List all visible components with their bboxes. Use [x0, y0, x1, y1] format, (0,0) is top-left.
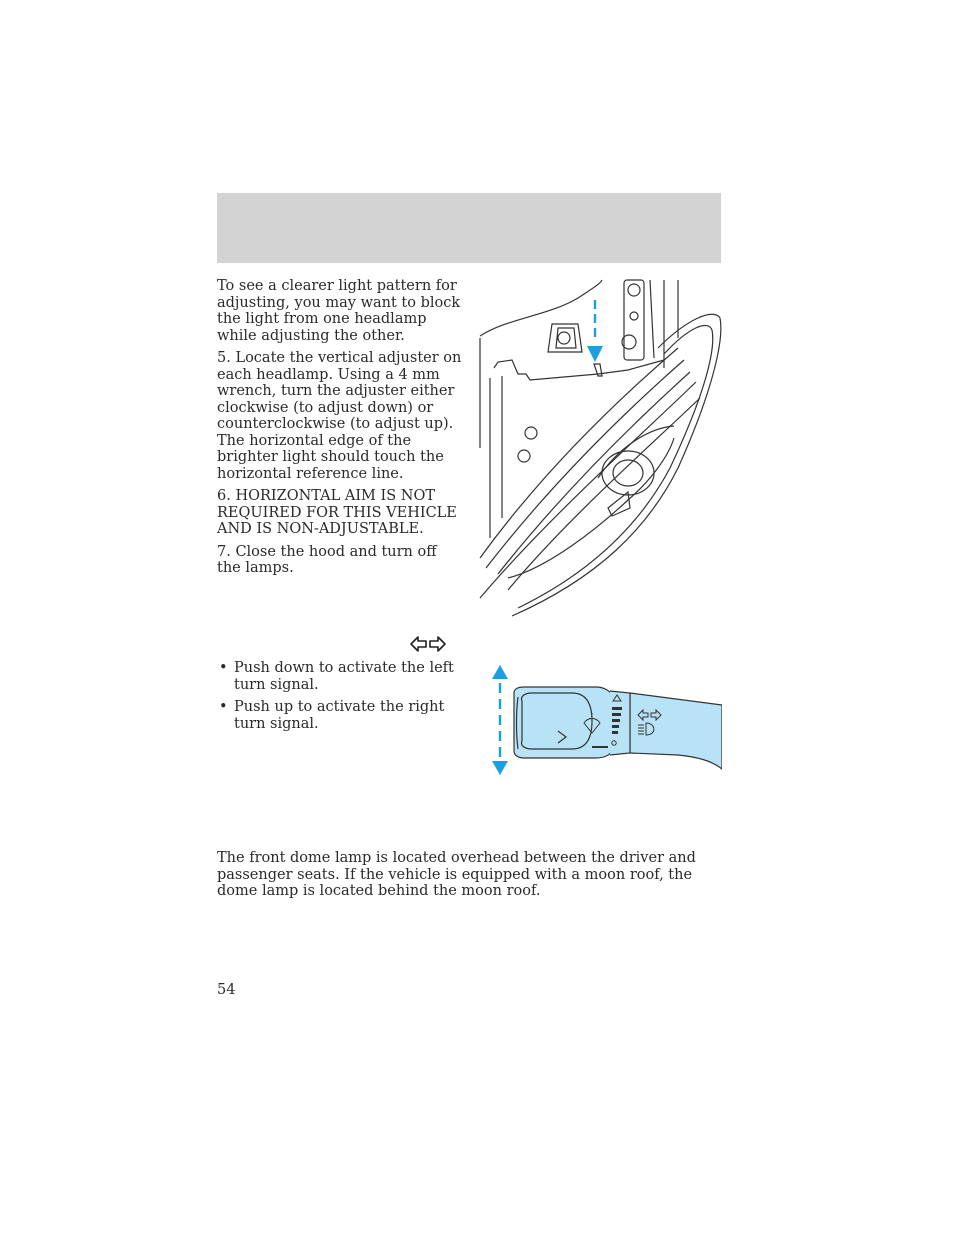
paragraph-step-5: 5. Locate the vertical adjuster on each headlamp. Using a 4 mm wrench, turn the adjuster either clockwise (to adjust down) or counterclockwise (to adjust up). The horizontal edge of the brighter light should touch the horizontal reference line.	[217, 350, 462, 482]
headlamp-aim-instructions	[217, 278, 462, 583]
page-number: 54	[217, 982, 236, 998]
headlamp-adjuster-illustration	[478, 278, 722, 618]
up-down-arrow-icon	[492, 665, 508, 775]
paragraph-block-light: To see a clearer light pattern for adjusting, you may want to block the light from one headlamp while adjusting the other.	[217, 278, 461, 344]
turn-signal-arrows-icon	[409, 634, 447, 654]
down-arrow-icon	[587, 300, 603, 362]
section-header-band	[217, 193, 721, 263]
paragraph-step-7: 7. Close the hood and turn off the lamps.	[217, 543, 437, 576]
list-item: • Push down to activate the left turn signal.	[219, 660, 454, 693]
list-item: • Push up to activate the right turn signal.	[219, 699, 445, 732]
dome-lamp-description: The front dome lamp is located overhead between the driver and passenger seats. If the vehicle is equipped with a moon roof, the dome lamp is located behind the moon roof.	[217, 850, 696, 899]
paragraph-step-6: 6. HORIZONTAL AIM IS NOT REQUIRED FOR THIS VEHICLE AND IS NON-ADJUSTABLE.	[217, 488, 457, 537]
turn-signal-instructions	[217, 660, 472, 738]
turn-signal-stalk-illustration	[486, 663, 722, 778]
